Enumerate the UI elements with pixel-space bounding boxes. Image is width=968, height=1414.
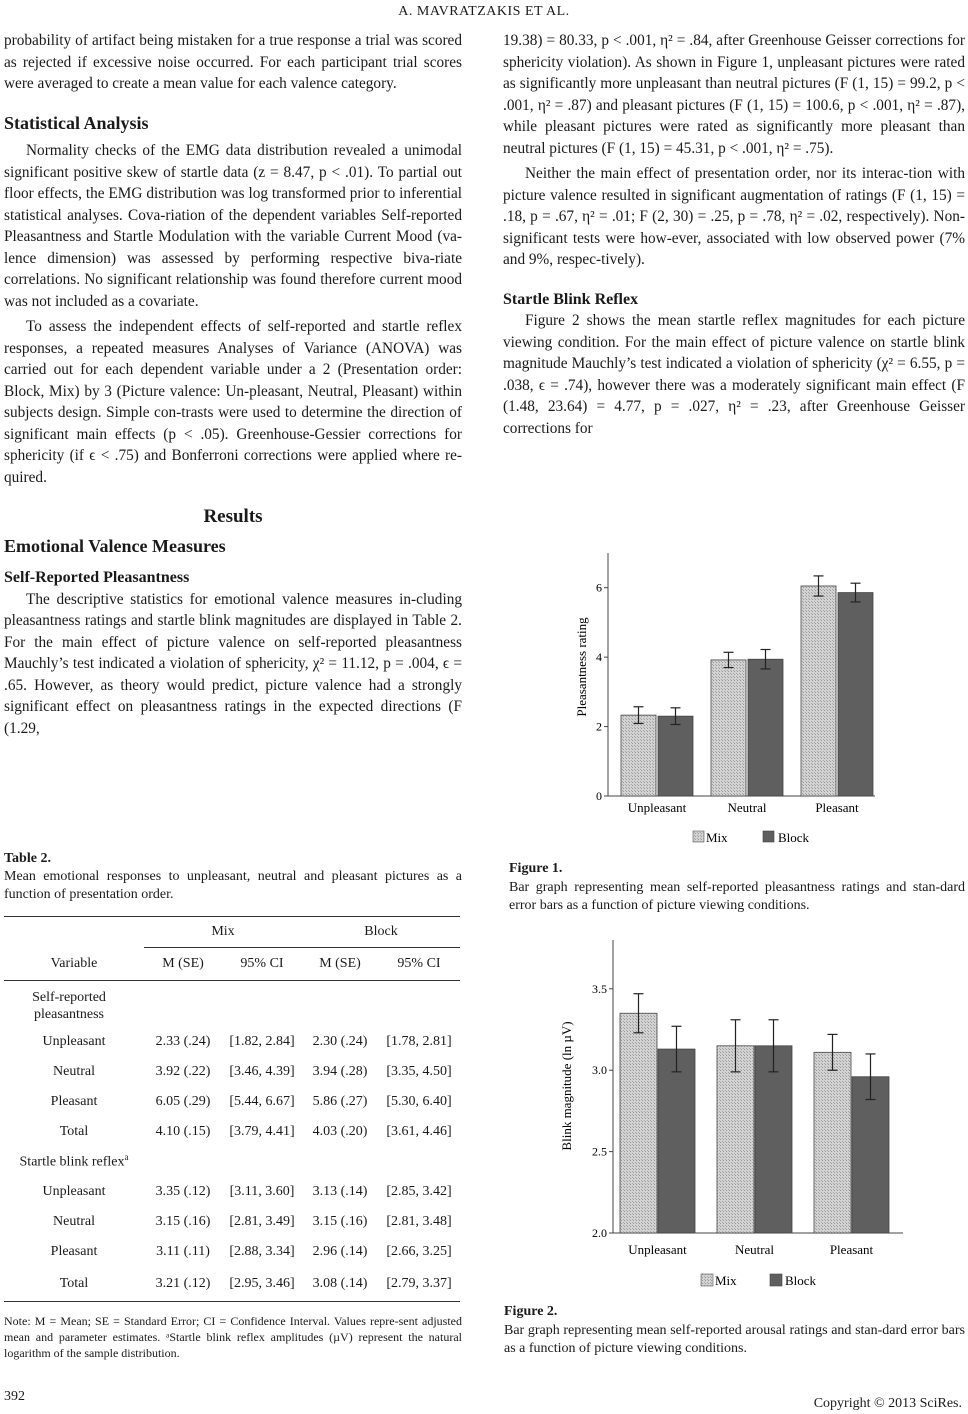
table-cell: Unpleasant [42,1183,106,1199]
table-cell: Pleasant [50,1093,98,1109]
neither-paragraph: Neither the main effect of presentation order, nor its interac-tion with picture valence resulted in significant augmentation of ratings (F (1, 15) = .18, p = .67, η² = .01; F (2, 30) = .25, p = .78, η² = .02, respectively). Non-significant tests were how-ever, associated with low observed power (7% and 9%, respec-tively). [503,165,965,268]
bar-mix [717,1046,754,1233]
startle-heading: Startle Blink Reflex [503,290,639,308]
table-cell: [5.44, 6.67] [229,1093,295,1109]
section-label: Self-reported pleasantness [32,989,106,1022]
legend-swatch-block [770,1274,782,1286]
table-cell: 3.15 (.16) [312,1213,368,1229]
table-caption: Mean emotional responses to unpleasant, neutral and pleasant pictures as a function of presentation order. [4,869,462,902]
bar-block [658,716,693,796]
category-label: Pleasant [829,1242,874,1257]
y-tick-label: 6 [596,580,602,595]
bar-block [658,1049,695,1233]
category-label: Unpleasant [627,800,687,815]
legend-label-mix: Mix [706,830,728,845]
bar-mix [814,1052,851,1233]
table-cell: [1.82, 2.84] [229,1033,295,1049]
figure-1-caption: Bar graph representing mean self-reported pleasantness ratings and stan-dard error bars as a function of picture viewing conditions. [509,880,965,913]
table-cell: [3.79, 4.41] [229,1123,295,1139]
legend [701,1273,817,1288]
self-reported-heading: Self-Reported Pleasantness [4,569,190,586]
running-head: A. MAVRATZAKIS ET AL. [398,4,570,19]
table-cell: 3.21 (.12) [155,1275,211,1291]
figure-2-chart [558,938,908,1320]
continued-paragraph: 19.38) = 80.33, p < .001, η² = .84, after Greenhouse Geisser corrections for sphericity violation). As shown in Figure 1, unpleasant pictures were rated as significantly more unpleasant than neutral pictures (F (1, 15) = 99.2, p < .001, η² = .87) and pleasant pictures (F (1, 15) = 100.6, p < .001, η² = .87), while pleasant pictures were rated as significantly more pleasant than neutral pictures (F (1, 15) = 45.31, p < .001, η² = .75). [503,32,965,157]
column-header: 95% CI [240,955,284,971]
y-tick-label: 3.5 [592,981,607,996]
table-cell: Neutral [53,1063,95,1079]
y-tick-label: 2 [596,719,602,734]
table-cell: [2.81, 3.49] [229,1213,295,1229]
table-row [4,1117,460,1147]
table-cell: 3.15 (.16) [155,1213,211,1229]
copyright: Copyright © 2013 SciRes. [813,1396,962,1411]
bar-block [755,1046,792,1233]
category-label: Unpleasant [628,1242,687,1257]
table-row [4,1027,460,1057]
self-reported-paragraph: The descriptive statistics for emotional valence measures in-cluding pleasantness ratings and startle blink magnitudes are displayed in Table 2. For the main effect of picture valence on self-reported pleasantness Mauchly’s test indicated a violation of sphericity, χ² = 11.12, p = .004, ϵ = .65. However, as theory would predict, picture valence had a strongly significant effect on pleasantness ratings in the expected directions (F (1.29, [4,590,462,737]
category-label: Pleasant [815,800,859,815]
bar-block [748,659,783,796]
table-cell: 3.92 (.22) [155,1063,211,1079]
table-cell: 4.10 (.15) [155,1123,211,1139]
table-cell: [3.35, 4.50] [386,1063,452,1079]
y-tick-label: 3.0 [592,1063,607,1078]
table-section-row [4,980,460,1027]
table-cell: [2.85, 3.42] [386,1183,452,1199]
table-cell: [2.88, 3.34] [229,1243,295,1259]
footnote-marker: a [124,1152,129,1163]
column-header: 95% CI [397,955,441,971]
table-cell: 5.86 (.27) [312,1093,368,1109]
legend-label-block: Block [785,1273,817,1288]
startle-paragraph: Figure 2 shows the mean startle reflex magnitudes for each picture viewing condition. For the main effect of picture valence on startle blink magnitude Mauchly’s test indicated a violation of sphericity (χ² = 6.55, p = .038, ϵ = .74), however there was a moderately significant main effect (F (1.48, 23.64) = 4.77, p = .027, η² = .23, after Greenhouse Geisser corrections for [503,312,965,437]
table-cell: 3.13 (.14) [312,1183,368,1199]
section-label [4,1147,144,1177]
table-cell: [3.46, 4.39] [229,1063,295,1079]
figure-2-caption: Bar graph representing mean self-reported arousal ratings and stan-dard error bars as a function of picture viewing conditions. [504,1323,965,1356]
legend [693,830,810,845]
table-cell: 2.33 (.24) [155,1033,211,1049]
legend-label-block: Block [778,830,810,845]
table-cell: 3.94 (.28) [312,1063,368,1079]
statistical-analysis-heading: Statistical Analysis [4,112,149,133]
table-cell: Total [59,1123,89,1139]
category-label: Neutral [735,1242,774,1257]
bar-block [838,593,873,796]
bar-mix [711,660,746,796]
bar-mix [620,1013,657,1233]
table-cell: [2.66, 3.25] [386,1243,452,1259]
table-cell: Neutral [53,1213,95,1229]
group-header-mix: Mix [144,917,302,948]
results-table [4,917,460,1302]
bar-block [852,1077,889,1233]
section-label-text: Startle blink reflex [19,1154,125,1170]
bars-group [592,982,889,1257]
legend-swatch-block [763,831,774,842]
y-tick-label: 2.0 [592,1226,607,1240]
bars-group [596,576,873,815]
table-section-row [4,1147,460,1177]
column-header: M (SE) [319,955,361,971]
bar-mix [621,715,656,796]
table-cell: 3.35 (.12) [155,1183,211,1199]
table-cell: Pleasant [50,1243,98,1259]
table-cell: 3.11 (.11) [156,1243,210,1259]
table-cell: 4.03 (.20) [312,1123,368,1139]
table-cell: [2.79, 3.37] [386,1275,452,1291]
group-header-block: Block [302,917,460,948]
y-axis-label: Blink magnitude (ln µV) [559,1021,574,1151]
table-cell: [3.61, 4.46] [386,1123,452,1139]
legend-swatch-mix [693,831,704,842]
table-row [4,1057,460,1087]
table-row [4,1087,460,1117]
legend-swatch-mix [701,1274,713,1286]
table-group-header-row [4,917,460,948]
table-row [4,1177,460,1207]
table-cell: Total [59,1275,89,1291]
category-label: Neutral [727,800,767,815]
table-cell: 3.08 (.14) [312,1275,368,1291]
stat-paragraph-2: To assess the independent effects of self-reported and startle reflex responses, a repeated measures Analyses of Variance (ANOVA) was carried out for each dependent variable under a 2 (Presentation order: Block, Mix) by 3 (Picture valence: Un-pleasant, Neutral, Pleasant) within subjects design. Simple con-trasts were used to determine the direction of significant main effects (p < .05). Greenhouse-Gessier corrections for sphericity (if ϵ < .75) and Bonferroni corrections were applied where re-quired. [4,318,462,486]
table-row [4,1267,460,1302]
table-row [4,1237,460,1267]
table-cell: [2.95, 3.46] [229,1275,295,1291]
y-axis-label: Pleasantness rating [574,617,589,717]
emotional-valence-heading: Emotional Valence Measures [4,535,226,556]
table-cell: Unpleasant [42,1033,106,1049]
results-heading: Results [203,506,263,527]
y-tick-label: 0 [596,789,602,803]
figure-1-chart [560,545,880,850]
table-row [4,1207,460,1237]
table-cell: [2.81, 3.48] [386,1213,452,1229]
right-column [503,30,965,439]
figure-1-title: Figure 1. [509,861,563,876]
figure-2-title: Figure 2. [504,1304,558,1319]
table-cell: 2.96 (.14) [312,1243,368,1259]
left-column [4,30,462,739]
column-header: Variable [50,955,98,971]
table-cell: 6.05 (.29) [155,1093,211,1109]
table-note: Note: M = Mean; SE = Standard Error; CI = Confidence Interval. Values repre-sent adjusted mean and parameter estimates. ᵃStartle blink reflex amplitudes (µV) represent the natural logarithm of the sample distribution. [4,1314,462,1360]
table-cell: [1.78, 2.81] [386,1033,452,1049]
bar-mix [801,586,836,796]
page-number: 392 [4,1389,25,1404]
column-header: M (SE) [162,955,204,971]
table-cell: [5.30, 6.40] [386,1093,452,1109]
table-title: Table 2. [4,851,51,866]
y-tick-label: 2.5 [592,1144,607,1159]
y-tick-label: 4 [596,650,602,665]
table-cell: [3.11, 3.60] [229,1183,295,1199]
table-cell: 2.30 (.24) [312,1033,368,1049]
legend-label-mix: Mix [715,1273,737,1288]
stat-paragraph-1: Normality checks of the EMG data distribution revealed a unimodal significant positive skew of startle data (z = 8.47, p < .01). To partial out floor effects, the EMG distribution was log transformed prior to inferential statistical analyses. Cova-riation of the dependent variables Self-reported Pleasantness and Startle Modulation with the variable Current Mood (va-lence dimension) was assessed by performing respective biva-riate correlations. No significant relationship was found therefore current mood was not included as a covariate. [4,142,462,310]
table-column-header-row [4,948,460,981]
intro-paragraph: probability of artifact being mistaken for a true response a trial was scored as rejected if excessive noise occurred. For each participant trial scores were averaged to create a mean value for each valence category. [4,32,462,92]
